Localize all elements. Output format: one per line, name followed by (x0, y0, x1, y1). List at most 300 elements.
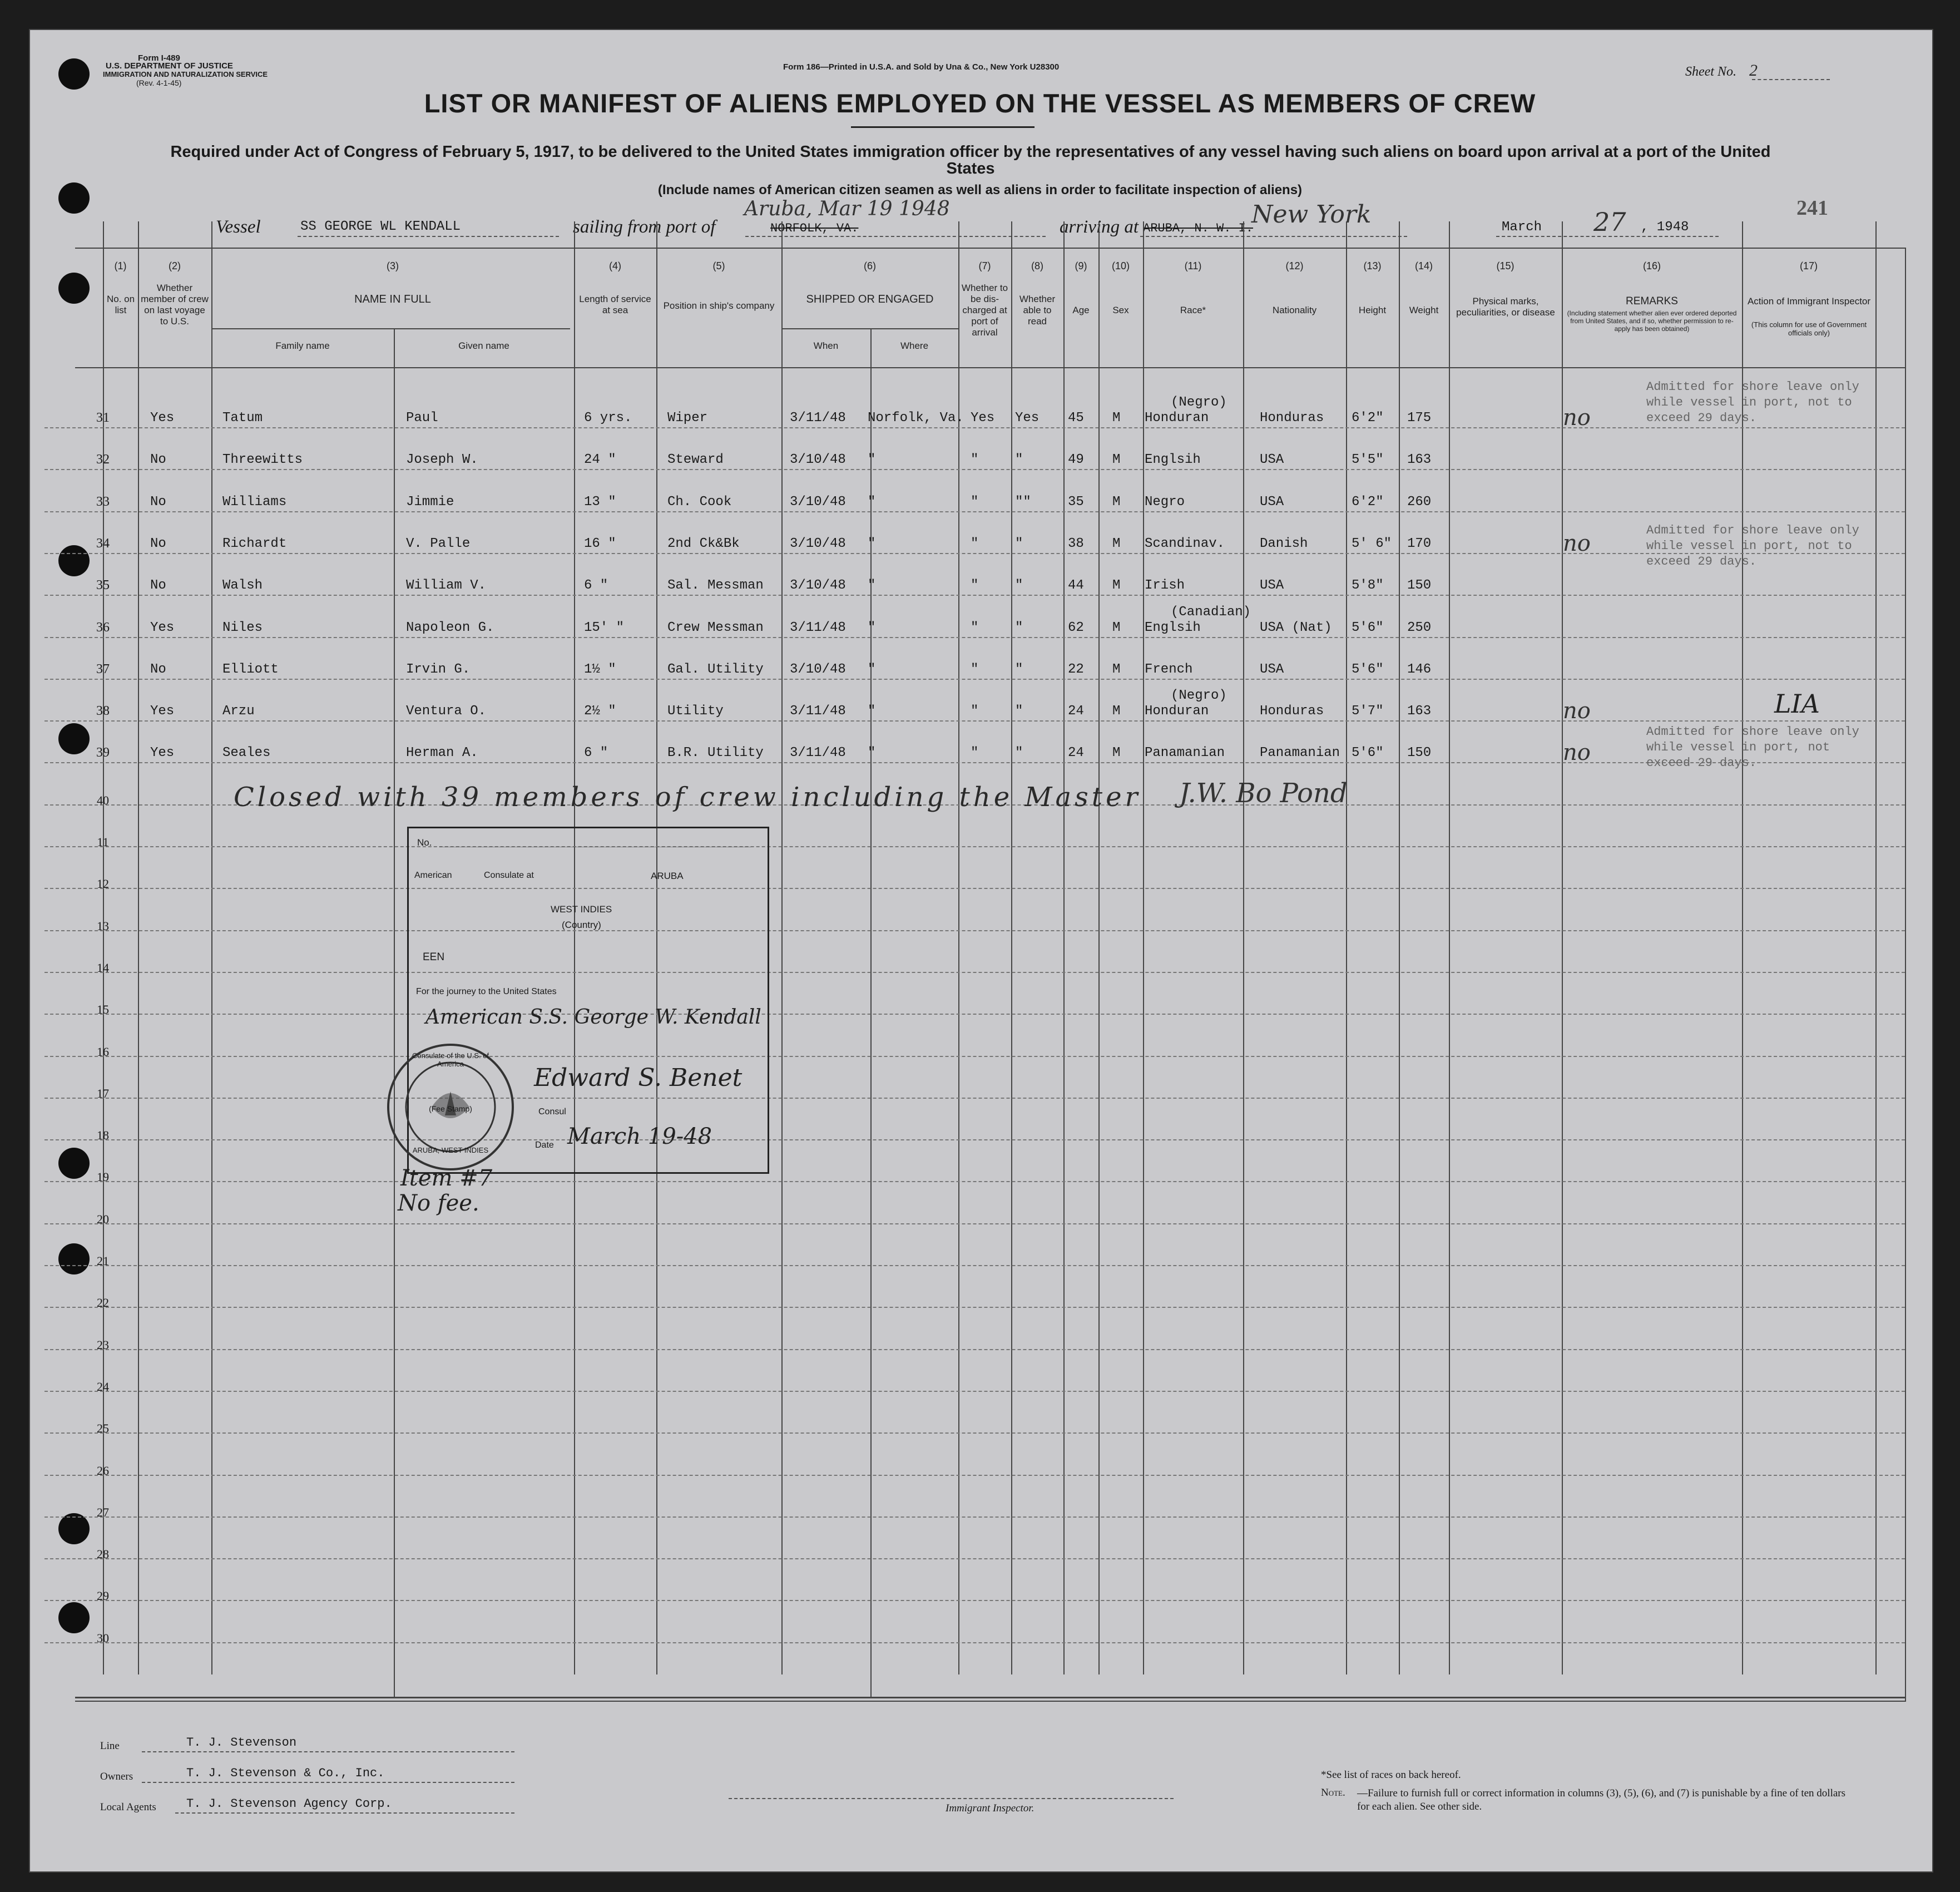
shipped-subheader-rule (781, 328, 958, 329)
date-underline (1496, 236, 1719, 237)
name-subheader-rule (211, 328, 570, 329)
crew-when: 3/11/48 (790, 620, 846, 635)
row-divider (44, 846, 1905, 847)
row-divider (44, 1349, 1905, 1350)
crew-read: " (1015, 536, 1023, 551)
arrival-month: March (1502, 220, 1542, 235)
from-port-handwritten: Aruba, Mar 19 1948 (744, 197, 950, 220)
crew-discharged: " (971, 495, 979, 510)
col-rule (1098, 221, 1100, 1674)
binder-hole (58, 58, 90, 90)
col-num-2: (2) (169, 260, 181, 271)
crew-race-note: (Canadian) (1171, 605, 1251, 620)
row-divider (44, 972, 1905, 973)
crew-family: Threewitts (222, 452, 303, 467)
crew-no: 37 (96, 662, 110, 676)
crew-no: 32 (96, 452, 110, 467)
crew-read: " (1015, 620, 1023, 635)
crew-sex: M (1112, 745, 1121, 760)
crew-weight: 260 (1407, 495, 1432, 510)
col-num-12: (12) (1285, 260, 1304, 271)
crew-race: Honduran (1145, 411, 1209, 426)
row-number: 28 (97, 1547, 109, 1561)
crew-height: 6'2" (1352, 411, 1384, 426)
row-number: 16 (97, 1045, 109, 1059)
crew-read: " (1015, 578, 1023, 593)
crew-family: Walsh (222, 578, 263, 593)
department-name: U.S. DEPARTMENT OF JUSTICE (106, 61, 233, 71)
stamp-city: ARUBA (651, 871, 684, 881)
col-rule (211, 221, 212, 1674)
crew-given: Napoleon G. (406, 620, 494, 635)
row-divider (44, 720, 1905, 722)
crew-remark-handwritten: no (1563, 531, 1591, 556)
crew-discharged: " (971, 578, 979, 593)
crew-no: 31 (96, 411, 110, 425)
crew-position: B.R. Utility (667, 745, 764, 760)
header-given-name: Given name (458, 340, 509, 351)
row-divider (44, 637, 1905, 638)
row-divider (44, 762, 1905, 763)
crew-discharged: " (971, 662, 979, 677)
crew-age: 22 (1068, 662, 1084, 677)
footer-owners: T. J. Stevenson & Co., Inc. (186, 1766, 385, 1780)
crew-height: 5' 6" (1352, 536, 1392, 551)
crew-when: 3/11/48 (790, 704, 846, 719)
arrival-underline (1140, 236, 1407, 237)
stamp-seen: EEN (423, 951, 445, 963)
crew-family: Williams (222, 495, 287, 510)
crew-height: 5'6" (1352, 620, 1384, 635)
footer-line-rule (142, 1751, 514, 1752)
crew-nationality: Panamanian (1260, 745, 1340, 760)
crew-family: Niles (222, 620, 263, 635)
stamp-consul-label: Consul (538, 1107, 566, 1117)
crew-no: 35 (96, 578, 110, 592)
stamp-no-label: No. (417, 837, 432, 848)
footer-line: T. J. Stevenson (186, 1736, 297, 1750)
col-num-11: (11) (1184, 260, 1202, 271)
crew-family: Elliott (222, 662, 279, 677)
stamp-country-label: (Country) (562, 920, 601, 930)
stamp-country-name: WEST INDIES (551, 904, 612, 915)
crew-discharged: Yes (971, 411, 995, 426)
row-number: 11 (97, 835, 109, 849)
col-rule (870, 328, 872, 1697)
col-num-13: (13) (1363, 260, 1382, 271)
crew-service: 13 " (584, 495, 616, 510)
sheet-number: 2 (1749, 61, 1758, 80)
footer-line-label: Line (100, 1740, 120, 1752)
header-where: Where (900, 340, 929, 351)
crew-where: Norfolk, Va. (868, 411, 964, 426)
crew-discharged: " (971, 452, 979, 467)
row-divider (44, 511, 1905, 512)
header-bottom-rule (75, 367, 1905, 368)
crew-race: Panamanian (1145, 745, 1225, 760)
crew-service: 6 " (584, 745, 608, 760)
footer-races-note: *See list of races on back hereof. (1321, 1769, 1461, 1781)
crew-service: 1½ " (584, 662, 616, 677)
crew-weight: 175 (1407, 411, 1432, 426)
crew-race: French (1145, 662, 1193, 677)
row-divider (44, 1516, 1905, 1518)
col-rule (1063, 221, 1065, 1674)
crew-where: " (868, 662, 876, 677)
col-num-8: (8) (1031, 260, 1043, 271)
row-divider (44, 427, 1905, 428)
col-rule (394, 328, 395, 1697)
crew-no: 38 (96, 704, 110, 718)
stamp-vessel-handwritten: American S.S. George W. Kendall (425, 1006, 761, 1029)
crew-sex: M (1112, 662, 1121, 677)
footer-owners-label: Owners (100, 1771, 133, 1782)
row-divider (44, 1642, 1905, 1643)
stamp-journey: For the journey to the United States (416, 987, 557, 996)
col-num-9: (9) (1075, 260, 1087, 271)
crew-family: Arzu (222, 704, 255, 719)
crew-given: Herman A. (406, 745, 478, 760)
crew-position: Crew Messman (667, 620, 764, 635)
shore-leave-remark: Admitted for shore leave only while vessel in port, not to exceed 29 days. (1646, 380, 1859, 425)
col-rule (1346, 221, 1347, 1674)
crew-weight: 250 (1407, 620, 1432, 635)
col-num-1: (1) (114, 260, 127, 271)
crew-service: 24 " (584, 452, 616, 467)
col-rule (1742, 221, 1743, 1674)
row-number: 22 (97, 1296, 109, 1310)
footer-agents-rule (175, 1812, 514, 1814)
crew-race: Irish (1145, 578, 1185, 593)
row-number: 27 (97, 1505, 109, 1519)
crew-race-note: (Negro) (1171, 395, 1227, 410)
crew-position: Utility (667, 704, 724, 719)
crew-given: V. Palle (406, 536, 471, 551)
col-num-3: (3) (387, 260, 399, 271)
row-number: 21 (97, 1254, 109, 1268)
header-position: Position in ship's company (663, 300, 775, 311)
header-name-in-full: NAME IN FULL (354, 293, 431, 305)
crew-where: " (868, 495, 876, 510)
footer-agents: T. J. Stevenson Agency Corp. (186, 1797, 392, 1811)
title-underline (851, 126, 1035, 128)
header-family-name: Family name (275, 340, 330, 351)
crew-given: Ventura O. (406, 704, 487, 719)
arriving-label: arriving at (1060, 217, 1139, 237)
row-number: 19 (97, 1170, 109, 1184)
col-rule (1243, 221, 1244, 1674)
crew-last-voyage: No (150, 578, 166, 593)
crew-table (75, 248, 1906, 1702)
crew-nationality: USA (1260, 452, 1284, 467)
header-nationality: Nationality (1272, 305, 1317, 315)
row-divider (44, 1098, 1905, 1099)
col-num-10: (10) (1111, 260, 1130, 271)
crew-service: 15' " (584, 620, 625, 635)
col-rule (1875, 221, 1877, 1674)
crew-service: 6 yrs. (584, 411, 632, 426)
sailing-label: sailing from port of (573, 217, 716, 237)
crew-last-voyage: No (150, 495, 166, 510)
inspection-note: (Include names of American citizen seamen as well as aliens in order to facilitate inspection of aliens) (657, 182, 1303, 197)
row-number: 23 (97, 1338, 109, 1352)
row-divider (44, 1307, 1905, 1308)
header-service: Length of service at sea (579, 294, 651, 315)
row-divider (44, 1391, 1905, 1392)
row-number: 29 (97, 1589, 109, 1603)
shore-leave-remark: Admitted for shore leave only while vessel in port, not to exceed 29 days. (1646, 523, 1859, 569)
crew-position: Wiper (667, 411, 708, 426)
crew-when: 3/10/48 (790, 495, 846, 510)
header-able-read: Whether able to read (1019, 294, 1056, 327)
crew-no: 36 (96, 620, 110, 635)
crew-family: Richardt (222, 536, 287, 551)
crew-read: " (1015, 704, 1023, 719)
col-rule (1011, 221, 1012, 1674)
crew-when: 3/11/48 (790, 411, 846, 426)
stamp-date-handwritten: March 19-48 (567, 1124, 712, 1149)
crew-last-voyage: Yes (150, 620, 175, 635)
sheet-label: Sheet No. (1685, 65, 1736, 79)
crew-when: 3/10/48 (790, 578, 846, 593)
footer-inspector-label: Immigrant Inspector. (946, 1802, 1035, 1814)
header-height: Height (1358, 305, 1387, 315)
crew-weight: 163 (1407, 704, 1432, 719)
arriving-port: ARUBA, N. W. I. (1143, 221, 1254, 235)
seal-fee-stamp: (Fee Stamp) (429, 1104, 472, 1113)
col-num-15: (15) (1496, 260, 1514, 271)
crew-given: Irvin G. (406, 662, 471, 677)
crew-where: " (868, 620, 876, 635)
crew-last-voyage: Yes (150, 704, 175, 719)
crew-given: William V. (406, 578, 487, 593)
crew-weight: 170 (1407, 536, 1432, 551)
closing-note: Closed with 39 members of crew including the Master (234, 782, 1141, 813)
vessel-name: SS GEORGE WL KENDALL (300, 219, 461, 234)
footer-note-label: Note. (1321, 1787, 1345, 1799)
header-remarks-note: (Including statement whether alien ever ordered deported from United States, and if so, whether permission to re-apply has been obtained) (1567, 309, 1737, 333)
consul-signature: Edward S. Benet (534, 1064, 743, 1092)
crew-nationality: USA (1260, 495, 1284, 510)
crew-height: 6'2" (1352, 495, 1384, 510)
item-note: Item #7 (400, 1165, 493, 1191)
footer-agents-label: Local Agents (100, 1801, 156, 1813)
crew-position: Steward (667, 452, 724, 467)
crew-read: " (1015, 452, 1023, 467)
col-num-4: (4) (609, 260, 621, 271)
crew-weight: 163 (1407, 452, 1432, 467)
row-number: 25 (97, 1421, 109, 1435)
crew-where: " (868, 578, 876, 593)
table-bottom-rule (75, 1697, 1905, 1698)
crew-nationality: Danish (1260, 536, 1308, 551)
crew-race: Englsih (1145, 452, 1201, 467)
crew-race: Englsih (1145, 620, 1201, 635)
col-rule (958, 221, 959, 1674)
crew-sex: M (1112, 452, 1121, 467)
row-number: 30 (97, 1631, 109, 1645)
crew-family: Tatum (222, 411, 263, 426)
crew-age: 49 (1068, 452, 1084, 467)
printer-line: Form 186—Printed in U.S.A. and Sold by Una & Co., New York U28300 (783, 62, 1060, 72)
crew-service: 6 " (584, 578, 608, 593)
crew-nationality: USA (Nat) (1260, 620, 1332, 635)
crew-where: " (868, 704, 876, 719)
crew-weight: 150 (1407, 578, 1432, 593)
crew-read: Yes (1015, 411, 1040, 426)
crew-position: 2nd Ck&Bk (667, 536, 740, 551)
crew-nationality: USA (1260, 578, 1284, 593)
crew-age: 35 (1068, 495, 1084, 510)
row-divider (44, 930, 1905, 931)
stamp-consulate-at: Consulate at (484, 871, 534, 880)
col-num-5: (5) (712, 260, 725, 271)
row-divider (44, 1265, 1905, 1266)
crew-last-voyage: Yes (150, 745, 175, 760)
row-number: 20 (97, 1212, 109, 1226)
header-discharged: Whether to be dis-charged at port of arrival (961, 283, 1008, 338)
port-underline (745, 236, 1046, 237)
arrival-day: 27 (1593, 207, 1626, 237)
crew-read: " (1015, 662, 1023, 677)
crew-read: " (1015, 745, 1023, 760)
col-num-7: (7) (978, 260, 991, 271)
crew-weight: 150 (1407, 745, 1432, 760)
crew-given: Joseph W. (406, 452, 478, 467)
crew-where: " (868, 536, 876, 551)
crew-height: 5'6" (1352, 662, 1384, 677)
form-revision: (Rev. 4-1-45) (136, 78, 182, 87)
page-stamp-number: 241 (1796, 196, 1828, 220)
header-no-on-list: No. on list (106, 294, 135, 315)
row-number: 26 (97, 1464, 109, 1478)
crew-discharged: " (971, 620, 979, 635)
crew-no: 33 (96, 495, 110, 509)
stamp-american: American (414, 871, 452, 880)
header-remarks: REMARKS (1626, 295, 1678, 307)
crew-age: 38 (1068, 536, 1084, 551)
crew-sex: M (1112, 411, 1121, 426)
col-rule (103, 221, 104, 1674)
crew-sex: M (1112, 704, 1121, 719)
row-divider (44, 679, 1905, 680)
crew-service: 2½ " (584, 704, 616, 719)
header-shipped: SHIPPED OR ENGAGED (806, 293, 934, 305)
row-divider (44, 469, 1905, 470)
sheet-number-line (1752, 79, 1830, 80)
col-rule (1562, 221, 1563, 1674)
row-divider (44, 1181, 1905, 1182)
row-divider (44, 595, 1905, 596)
crew-race: Scandinav. (1145, 536, 1225, 551)
crew-race: Negro (1145, 495, 1185, 510)
vessel-label: Vessel (216, 217, 261, 237)
footer-note-text: —Failure to furnish full or correct information in columns (3), (5), (6), and (7) is punishable by a fine of ten dollars for each alien. See other side. (1357, 1787, 1845, 1812)
crew-age: 62 (1068, 620, 1084, 635)
header-race: Race* (1180, 305, 1206, 315)
page-title: LIST OR MANIFEST OF ALIENS EMPLOYED ON THE VESSEL AS MEMBERS OF CREW (424, 88, 1536, 118)
crew-no: 39 (96, 745, 110, 760)
crew-last-voyage: Yes (150, 411, 175, 426)
crew-given: Jimmie (406, 495, 454, 510)
crew-race-note: (Negro) (1171, 688, 1227, 703)
col-rule (781, 221, 783, 1674)
crew-given: Paul (406, 411, 438, 426)
crew-discharged: " (971, 536, 979, 551)
crew-position: Ch. Cook (667, 495, 732, 510)
crew-last-voyage: No (150, 536, 166, 551)
crew-age: 44 (1068, 578, 1084, 593)
row-number: 40 (97, 793, 109, 807)
header-action: Action of Immigrant Inspector (1747, 296, 1871, 307)
row-number: 24 (97, 1380, 109, 1394)
header-sex: Sex (1112, 305, 1129, 315)
crew-height: 5'6" (1352, 745, 1384, 760)
crew-height: 5'8" (1352, 578, 1384, 593)
crew-discharged: " (971, 704, 979, 719)
master-signature: J.W. Bo Pond (1179, 778, 1348, 809)
row-divider (44, 1600, 1905, 1601)
row-number: 18 (97, 1128, 109, 1142)
crew-height: 5'7" (1352, 704, 1384, 719)
crew-family: Seales (222, 745, 271, 760)
col-rule (1449, 221, 1450, 1674)
seal-top-text: Consulate of the U.S. of America (412, 1051, 489, 1068)
crew-nationality: Honduras (1260, 704, 1324, 719)
col-num-16: (16) (1642, 260, 1661, 271)
row-divider (44, 1223, 1905, 1224)
shore-leave-remark: Admitted for shore leave only while vessel in port, not exceed 29 days. (1646, 725, 1859, 770)
from-port: NORFOLK, VA. (770, 221, 859, 235)
row-divider (44, 1139, 1905, 1140)
header-physical-marks: Physical marks, peculiarities, or disease (1456, 296, 1555, 318)
crew-last-voyage: No (150, 662, 166, 677)
arriving-handwritten: New York (1251, 200, 1372, 229)
stamp-date-label: Date (535, 1140, 554, 1150)
col-rule (138, 221, 139, 1674)
crew-position: Sal. Messman (667, 578, 764, 593)
crew-when: 3/10/48 (790, 662, 846, 677)
arrival-year: , 1948 (1641, 220, 1689, 235)
crew-position: Gal. Utility (667, 662, 764, 677)
col-num-6: (6) (864, 260, 876, 271)
header-weight: Weight (1409, 305, 1439, 315)
crew-sex: M (1112, 620, 1121, 635)
service-name: IMMIGRATION AND NATURALIZATION SERVICE (103, 70, 268, 78)
row-divider (44, 1014, 1905, 1015)
crew-where: " (868, 745, 876, 760)
fee-note: No fee. (398, 1190, 479, 1216)
row-divider (44, 1558, 1905, 1559)
crew-sex: M (1112, 536, 1121, 551)
seal-bottom-text: ARUBA, WEST INDIES (412, 1146, 489, 1154)
subtitle: Required under Act of Congress of February 5, 1917, to be delivered to the United States immigration officer by the representatives of any vessel having such aliens on board upon arrival at a port of the United States (170, 143, 1771, 177)
row-divider (44, 1432, 1905, 1434)
crew-remark-handwritten: no (1563, 740, 1591, 765)
row-number: 12 (97, 877, 109, 891)
crew-race: Honduran (1145, 704, 1209, 719)
crew-last-voyage: No (150, 452, 166, 467)
crew-when: 3/11/48 (790, 745, 846, 760)
crew-when: 3/10/48 (790, 452, 846, 467)
crew-weight: 146 (1407, 662, 1432, 677)
row-number: 15 (97, 1002, 109, 1016)
row-divider (44, 1475, 1905, 1476)
form-number: Form I-489 (138, 53, 180, 63)
footer-owners-rule (142, 1782, 514, 1783)
vessel-underline (298, 236, 559, 237)
crew-read: "" (1015, 495, 1031, 510)
